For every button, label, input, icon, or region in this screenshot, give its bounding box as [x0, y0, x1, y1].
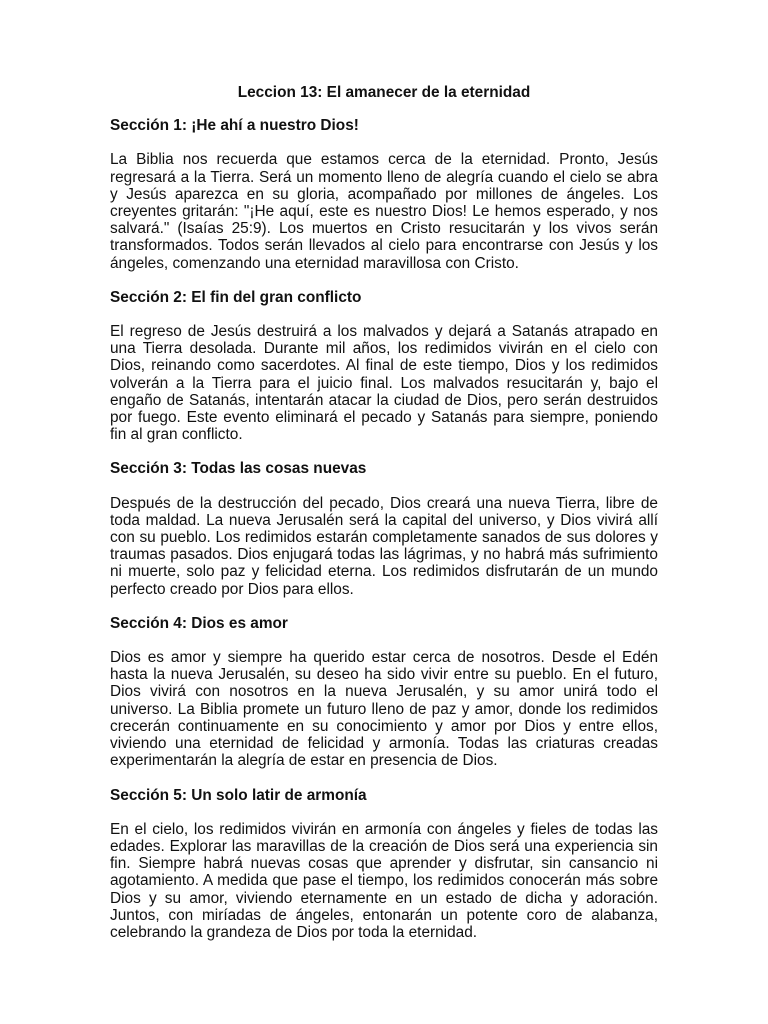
- section-4-heading: Sección 4: Dios es amor: [110, 614, 288, 632]
- section-1-heading: Sección 1: ¡He ahí a nuestro Dios!: [110, 117, 359, 135]
- section-1-body: La Biblia nos recuerda que estamos cerca de la eternidad. Pronto, Jesús regresará a la Tierra. Será un momento lleno de alegría cuando el cielo se abra y Jesús aparezca en su gloria, acompañado por millones de ángeles. Los creyentes gritarán: "¡He aquí, este es nuestro Dios! Le hemos esperado, y nos salvará." (Isaías 25:9). Los muertos en Cristo resucitarán y los vivos serán transformados. Todos serán llevados al cielo para encontrarse con Jesús y los ángeles, comenzando una eternidad maravillosa con Cristo.: [110, 151, 658, 272]
- section-3-heading: Sección 3: Todas las cosas nuevas: [110, 460, 367, 478]
- document-title: Leccion 13: El amanecer de la eternidad: [237, 84, 531, 101]
- section-5-body: En el cielo, los redimidos vivirán en armonía con ángeles y fieles de todas las edades. Explorar las maravillas de la creación de Dios será una experiencia sin fin. Siempre habrá nuevas cosas que aprender y disfrutar, sin cansancio ni agotamiento. A medida que pase el tiempo, los redimidos conocerán más sobre Dios y su amor, viviendo eternamente en un estado de dicha y adoración. Juntos, con miríadas de ángeles, entonarán un potente coro de alabanza, celebrando la grandeza de Dios por toda la eternidad.: [110, 820, 658, 941]
- section-5-heading: Sección 5: Un solo latir de armonía: [110, 786, 367, 804]
- section-2-heading: Sección 2: El fin del gran conflicto: [110, 288, 362, 306]
- document-page: [110, 84, 658, 958]
- section-2-body: El regreso de Jesús destruirá a los malvados y dejará a Satanás atrapado en una Tierra desolada. Durante mil años, los redimidos vivirán en el cielo con Dios, reinando como sacerdotes. Al final de este tiempo, Dios y los redimidos volverán a la Tierra para el juicio final. Los malvados resucitarán y, bajo el engaño de Satanás, intentarán atacar la ciudad de Dios, pero serán destruidos por fuego. Este evento eliminará el pecado y Satanás para siempre, poniendo fin al gran conflicto.: [110, 323, 658, 444]
- section-3-body: Después de la destrucción del pecado, Dios creará una nueva Tierra, libre de toda maldad. La nueva Jerusalén será la capital del universo, y Dios vivirá allí con su pueblo. Los redimidos estarán completamente sanados de sus dolores y traumas pasados. Dios enjugará todas las lágrimas, y no habrá más sufrimiento ni muerte, solo paz y felicidad eterna. Los redimidos disfrutarán de un mundo perfecto creado por Dios para ellos.: [110, 494, 658, 598]
- section-4-body: Dios es amor y siempre ha querido estar cerca de nosotros. Desde el Edén hasta la nueva Jerusalén, su deseo ha sido vivir entre su pueblo. En el futuro, Dios vivirá con nosotros en la nueva Jerusalén, y su amor unirá todo el universo. La Biblia promete un futuro lleno de paz y amor, donde los redimidos crecerán continuamente en su conocimiento y amor por Dios y entre ellos, viviendo una eternidad de felicidad y armonía. Todas las criaturas creadas experimentarán la alegría de estar en presencia de Dios.: [110, 649, 658, 770]
